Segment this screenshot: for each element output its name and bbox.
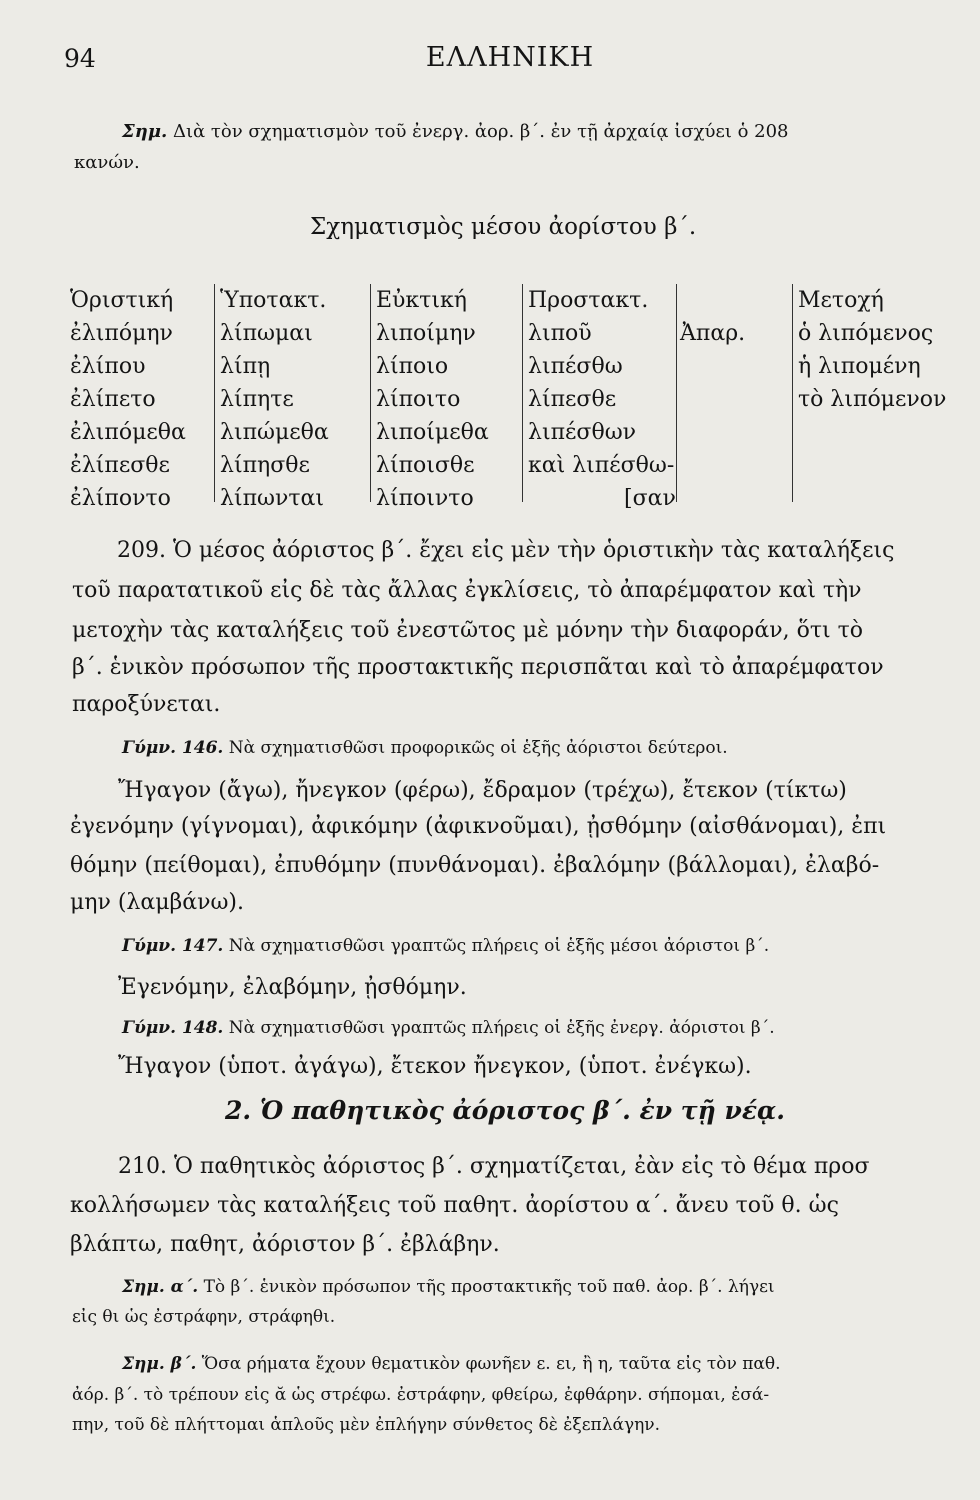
paragraph-210-line-1: 210. Ὁ παθητικὸς ἀόριστος β΄. σχηματίζεται, ἐὰν εἰς τὸ θέμα προσ bbox=[118, 1154, 870, 1179]
exercise-instruction: Νὰ σχηματισθῶσι προφορικῶς οἱ ἑξῆς ἀόριστοι δεύτεροι. bbox=[223, 738, 728, 758]
verb-form: λίποιτο bbox=[376, 387, 461, 412]
exercise-146-line-1: Ἤγαγον (ἄγω), ἤνεγκον (φέρω), ἔδραμον (τρέχω), ἔτεκον (τίκτω) bbox=[118, 778, 847, 803]
verb-form: ἐλίποντο bbox=[70, 486, 171, 511]
exercise-147-heading bbox=[122, 936, 769, 956]
verb-form: λιπέσθων bbox=[528, 420, 637, 445]
exercise-148-heading bbox=[122, 1018, 775, 1038]
note-top-line-1 bbox=[122, 121, 789, 142]
note-text: Ὅσα ρήματα ἔχουν θεματικὸν φωνῆεν ε. ει, ἢ η, ταῦτα εἰς τὸν παθ. bbox=[196, 1354, 781, 1374]
column-divider bbox=[676, 284, 677, 502]
column-header: Προστακτ. bbox=[528, 288, 649, 313]
paragraph-209-line-1: 209. Ὁ μέσος ἀόριστος β΄. ἔχει εἰς μὲν τὴν ὁριστικὴν τὰς καταλήξεις bbox=[117, 538, 895, 563]
verb-form: λιποίμην bbox=[376, 321, 476, 346]
exercise-146-heading bbox=[122, 738, 728, 758]
column-apar bbox=[680, 317, 745, 350]
verb-form: λίπεσθε bbox=[528, 387, 617, 412]
exercise-instruction: Νὰ σχηματισθῶσι γραπτῶς πλήρεις οἱ ἑξῆς ἐνεργ. ἀόριστοι β΄. bbox=[223, 1018, 775, 1038]
verb-form: λίπητε bbox=[220, 387, 294, 412]
verb-form: ἐλίπετο bbox=[70, 387, 156, 412]
exercise-146-line-2: ἐγενόμην (γίγνομαι), ἀφικόμην (ἀφικνοῦμαι), ᾐσθόμην (αἰσθάνομαι), ἐπι bbox=[70, 814, 887, 839]
column-header: Ἀπαρ. bbox=[680, 321, 746, 346]
verb-form: τὸ λιπόμενον bbox=[798, 387, 947, 412]
verb-form: λιπώμεθα bbox=[220, 420, 329, 445]
paragraph-209-line-2: τοῦ παρατατικοῦ εἰς δὲ τὰς ἄλλας ἐγκλίσεις, τὸ ἀπαρέμφατον καὶ τὴν bbox=[72, 578, 862, 603]
note-label: Σημ. bbox=[122, 121, 168, 142]
verb-form: λίπησθε bbox=[220, 453, 310, 478]
column-prostakt bbox=[528, 284, 676, 515]
column-divider bbox=[522, 284, 523, 502]
verb-form: λίπωμαι bbox=[220, 321, 313, 346]
column-divider bbox=[214, 284, 215, 502]
verb-form: λίποιντο bbox=[376, 486, 474, 511]
column-euktiki bbox=[376, 284, 489, 515]
verb-form: ἐλίπου bbox=[70, 354, 146, 379]
paragraph-210-line-2: κολλήσωμεν τὰς καταλήξεις τοῦ παθητ. ἀορίστου α΄. ἄνευ τοῦ θ. ὡς bbox=[70, 1193, 839, 1218]
exercise-instruction: Νὰ σχηματισθῶσι γραπτῶς πλήρεις οἱ ἑξῆς μέσοι ἀόριστοι β΄. bbox=[223, 936, 770, 956]
verb-form: καὶ λιπέσθω- bbox=[528, 453, 675, 478]
note-top-line-2: κανών. bbox=[74, 152, 140, 173]
verb-form: λιποίμεθα bbox=[376, 420, 489, 445]
note-text: Τὸ β΄. ἑνικὸν πρόσωπον τῆς προστακτικῆς τοῦ παθ. ἀορ. β΄. λήγει bbox=[198, 1277, 775, 1297]
paragraph-209-line-3: μετοχὴν τὰς καταλήξεις τοῦ ἐνεστῶτος μὲ μόνην τὴν διαφοράν, ὅτι τὸ bbox=[72, 618, 864, 643]
exercise-label: Γύμν. 147. bbox=[122, 936, 224, 956]
note-text: Διὰ τὸν σχηματισμὸν τοῦ ἐνεργ. ἀορ. β΄. ἐν τῇ ἀρχαίᾳ ἰσχύει ὁ 208 bbox=[167, 121, 789, 142]
note-a-line-1 bbox=[122, 1277, 775, 1297]
column-header: Ὁριστική bbox=[70, 288, 174, 313]
verb-form: λίπῃ bbox=[220, 354, 271, 379]
exercise-label: Γύμν. 148. bbox=[122, 1018, 224, 1038]
column-header: Μετοχή bbox=[798, 288, 884, 313]
column-metochi bbox=[798, 284, 946, 416]
verb-form: ἐλίπεσθε bbox=[70, 453, 170, 478]
note-label: Σημ. α΄. bbox=[122, 1277, 199, 1297]
verb-form: λιπέσθω bbox=[528, 354, 623, 379]
paragraph-209-line-4: β΄. ἑνικὸν πρόσωπον τῆς προστακτικῆς περισπᾶται καὶ τὸ ἀπαρέμφατον bbox=[72, 655, 884, 680]
note-b-line-1 bbox=[122, 1354, 781, 1374]
verb-form: ἐλιπόμεθα bbox=[70, 420, 186, 445]
verb-form: λιποῦ bbox=[528, 321, 592, 346]
column-header: Εὐκτική bbox=[376, 288, 467, 313]
exercise-147-line-1: Ἐγενόμην, ἐλαβόμην, ᾐσθόμην. bbox=[118, 975, 467, 1000]
verb-form: ἐλιπόμην bbox=[70, 321, 173, 346]
verb-form: λίποιο bbox=[376, 354, 449, 379]
conjugation-table bbox=[70, 284, 950, 511]
running-title: ΕΛΛΗΝΙΚΗ bbox=[425, 42, 595, 73]
exercise-148-line-1: Ἤγαγον (ὑποτ. ἀγάγω), ἔτεκον ἤνεγκον, (ὑποτ. ἐνέγκω). bbox=[118, 1054, 752, 1079]
verb-form: ὁ λιπόμενος bbox=[798, 321, 934, 346]
note-a-line-2: εἰς θι ὡς ἐστράφην, στράφηθι. bbox=[72, 1307, 336, 1327]
note-b-line-3: πην, τοῦ δὲ πλήττομαι ἁπλοῦς μὲν ἐπλήγην σύνθετος δὲ ἐξεπλάγην. bbox=[72, 1415, 661, 1435]
column-divider bbox=[792, 284, 793, 502]
verb-form: λίποισθε bbox=[376, 453, 475, 478]
note-b-line-2: ἀόρ. β΄. τὸ τρέπουν εἰς ᾰ ὡς στρέφω. ἐστράφην, φθείρω, ἐφθάρην. σήπομαι, ἐσά- bbox=[72, 1385, 770, 1405]
section-heading-passive-aorist: 2. Ὁ παθητικὸς ἀόριστος β΄. ἐν τῇ νέᾳ. bbox=[225, 1096, 785, 1125]
exercise-146-line-4: μην (λαμβάνω). bbox=[70, 890, 244, 915]
column-divider bbox=[370, 284, 371, 502]
note-label: Σημ. β΄. bbox=[122, 1354, 197, 1374]
paragraph-209-line-5: παροξύνεται. bbox=[72, 692, 221, 717]
column-header: Ὑποτακτ. bbox=[220, 288, 327, 313]
page-number: 94 bbox=[64, 44, 96, 73]
column-ypotakt bbox=[220, 284, 329, 515]
paragraph-210-line-3: βλάπτω, παθητ, ἀόριστον β΄. ἐβλάβην. bbox=[70, 1232, 500, 1257]
verb-form: λίπωνται bbox=[220, 486, 324, 511]
exercise-146-line-3: θόμην (πείθομαι), ἐπυθόμην (πυνθάνομαι). ἐβαλόμην (βάλλομαι), ἐλαβό- bbox=[70, 853, 880, 878]
verb-form: [σαν bbox=[624, 486, 676, 511]
column-oristiki bbox=[70, 284, 186, 515]
section-heading-middle-aorist: Σχηματισμὸς μέσου ἀορίστου β΄. bbox=[310, 214, 697, 240]
verb-form: ἡ λιπομένη bbox=[798, 354, 921, 379]
exercise-label: Γύμν. 146. bbox=[122, 738, 224, 758]
